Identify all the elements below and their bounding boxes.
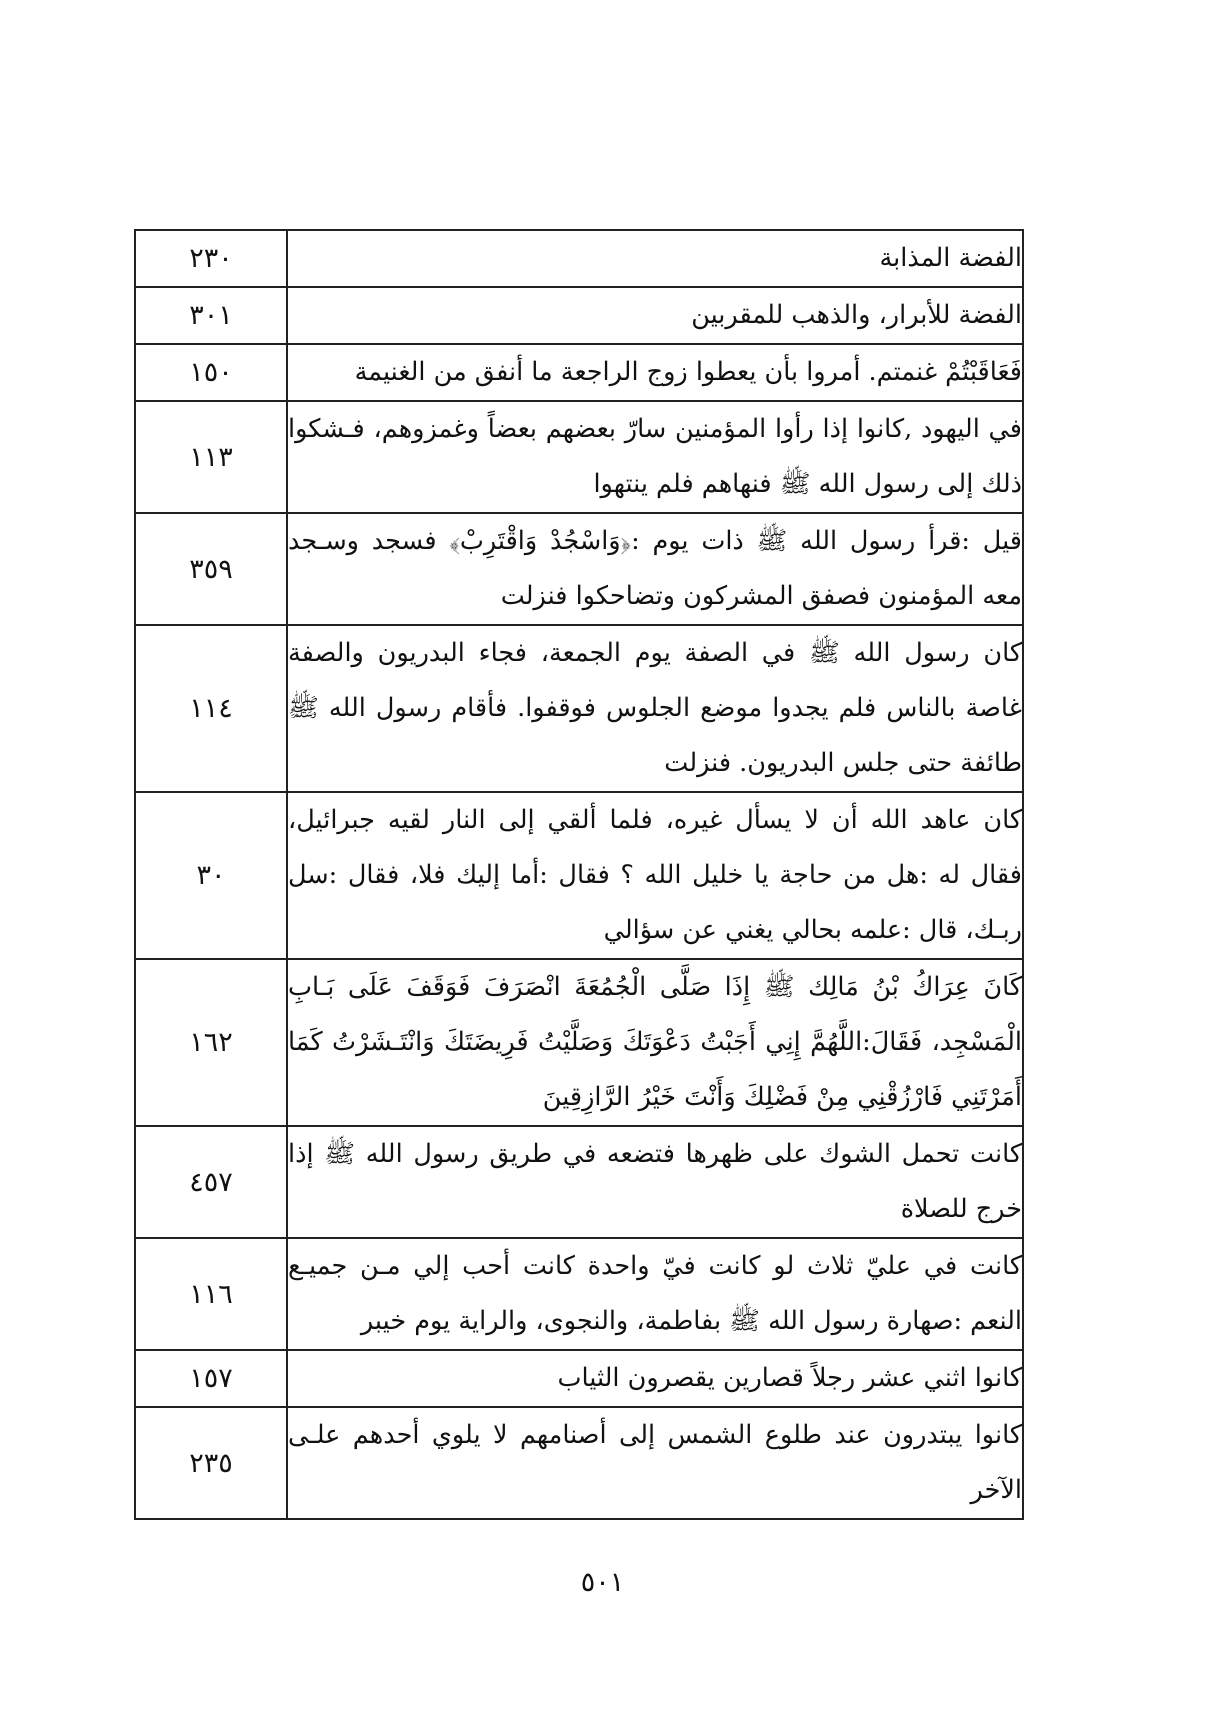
entry-text-cell: كانوا اثني عشر رجلاً قصارين يقصرون الثياب — [287, 1350, 1023, 1407]
page-number-cell: ١١٣ — [135, 401, 287, 513]
page-number-cell: ١١٤ — [135, 625, 287, 792]
page-number-cell: ٣٠ — [135, 792, 287, 959]
entry-text-cell: كانوا يبتدرون عند طلوع الشمس إلى أصنامهم لا يلوي أحدهم علـى الآخر — [287, 1407, 1023, 1519]
table-row — [135, 1126, 1023, 1238]
entry-text-cell: كانت في عليّ ثلاث لو كانت فيّ واحدة كانت أحب إلي مـن جميـع النعم :صهارة رسول الله ﷺ بفاطمة، والنجوى، والراية يوم خيبر — [287, 1238, 1023, 1350]
page-number-cell: ٢٣٥ — [135, 1407, 287, 1519]
page-number-footer: ٥٠١ — [580, 1567, 625, 1598]
table-row — [135, 1407, 1023, 1519]
page-number-cell: ٣٥٩ — [135, 513, 287, 625]
entry-text-cell: قيل :قرأ رسول الله ﷺ ذات يوم :﴿وَاسْجُدْ وَاقْتَرِبْ﴾ فسجد وسـجد معه المؤمنون فصفق المشركون وتضاحكوا فنزلت — [287, 513, 1023, 625]
table-row — [135, 344, 1023, 401]
entry-text-cell: فَعَاقَبْتُمْ غنمتم. أمروا بأن يعطوا زوج الراجعة ما أنفق من الغنيمة — [287, 344, 1023, 401]
table-row — [135, 401, 1023, 513]
page-number-cell: ١٥٧ — [135, 1350, 287, 1407]
entry-text-cell: كان عاهد الله أن لا يسأل غيره، فلما ألقي إلى النار لقيه جبرائيل، فقال له :هل من حاجة يا خليل الله ؟ فقال :أما إليك فلا، فقال :سل ربـك، قال :علمه بحالي يغني عن سؤالي — [287, 792, 1023, 959]
entry-text-cell: الفضة المذابة — [287, 230, 1023, 287]
table-row — [135, 230, 1023, 287]
page-number-cell: ٣٠١ — [135, 287, 287, 344]
table-row — [135, 625, 1023, 792]
entry-text-cell: الفضة للأبرار، والذهب للمقربين — [287, 287, 1023, 344]
page-number-cell: ٢٣٠ — [135, 230, 287, 287]
page-number-cell: ١٥٠ — [135, 344, 287, 401]
table-row — [135, 287, 1023, 344]
page-number-cell: ١١٦ — [135, 1238, 287, 1350]
page-number-cell: ١٦٢ — [135, 959, 287, 1126]
entry-text-cell: كَانَ عِرَاكُ بْنُ مَالِك ﷺ إِذَا صَلَّى الْجُمُعَةَ انْصَرَفَ فَوَقَفَ عَلَى بَـابِ الْمَسْجِد، فَقَالَ:اللَّهُمَّ إِنِي أَجَبْتُ دَعْوَتَكَ وَصَلَّيْتُ فَرِيضَتَكَ وَانْتَـشَرْتُ كَمَا أَمَرْتَنِي فَارْزُقْنِي مِنْ فَضْلِكَ وَأَنْتَ خَيْرُ الرَّازِقِينَ — [287, 959, 1023, 1126]
index-table — [134, 229, 1024, 1520]
table-row — [135, 1238, 1023, 1350]
table-row — [135, 959, 1023, 1126]
table-row — [135, 1350, 1023, 1407]
entry-text-cell: كان رسول الله ﷺ في الصفة يوم الجمعة، فجاء البدريون والصفة غاصة بالناس فلم يجدوا موضع الجلوس فوقفوا. فأقام رسول الله ﷺ طائفة حتى جلس البدريون. فنزلت — [287, 625, 1023, 792]
entry-text-cell: في اليهود ,كانوا إذا رأوا المؤمنين سارّ بعضهم بعضاً وغمزوهم، فـشكوا ذلك إلى رسول الله ﷺ فنهاهم فلم ينتهوا — [287, 401, 1023, 513]
table-row — [135, 513, 1023, 625]
page-number-cell: ٤٥٧ — [135, 1126, 287, 1238]
table-row — [135, 792, 1023, 959]
entry-text-cell: كانت تحمل الشوك على ظهرها فتضعه في طريق رسول الله ﷺ إذا خرج للصلاة — [287, 1126, 1023, 1238]
